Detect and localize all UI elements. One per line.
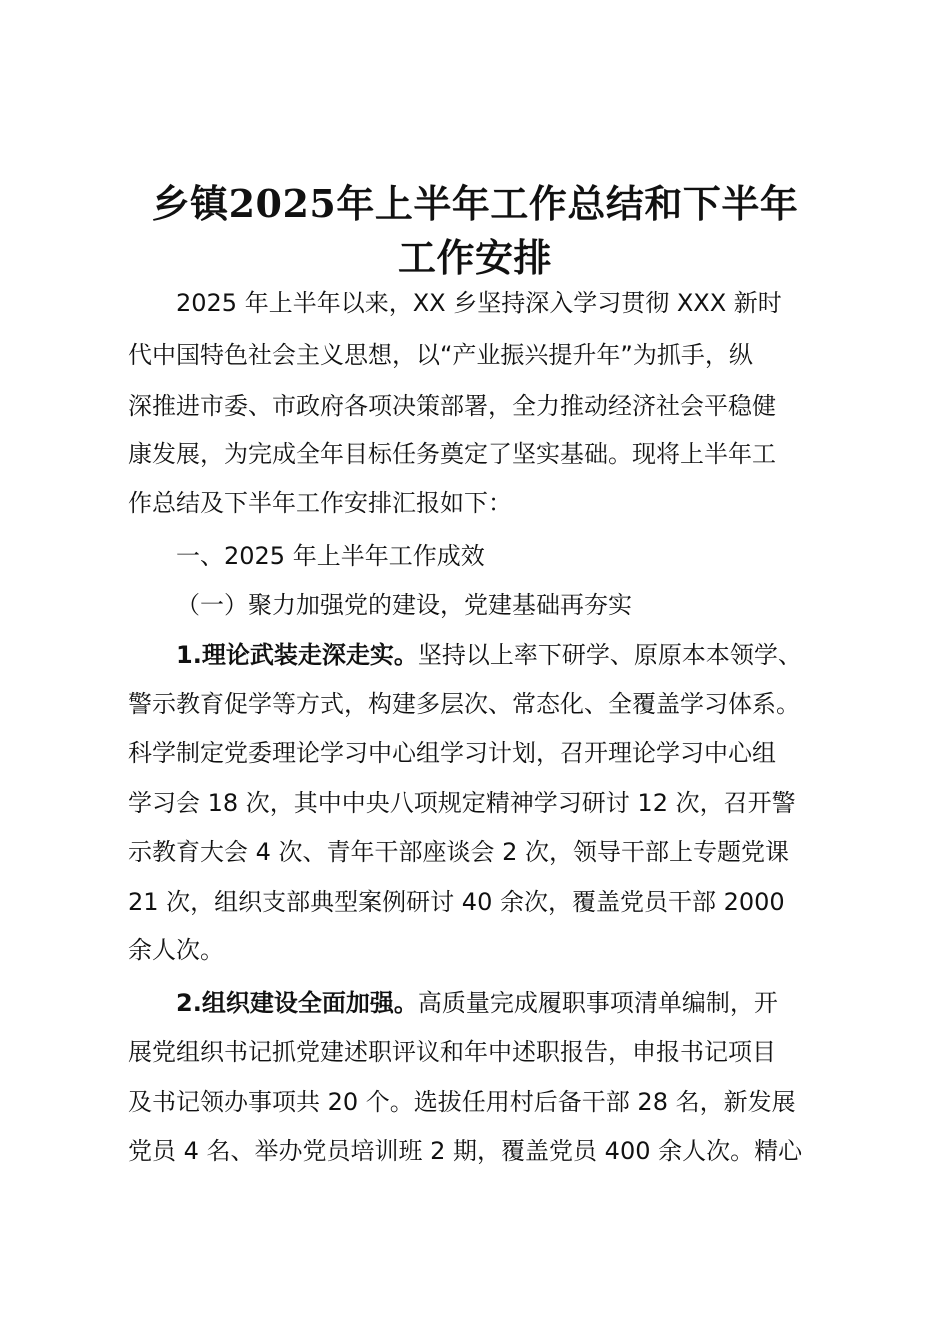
document-title-line-1: 乡镇2025年上半年工作总结和下半年 <box>151 181 799 226</box>
item1-line-2: 警示教育促学等方式，构建多层次、常态化、全覆盖学习体系。 <box>128 690 800 718</box>
intro-line-2: 代中国特色社会主义思想，以“产业振兴提升年”为抓手，纵 <box>128 341 753 369</box>
subsection-heading: （一）聚力加强党的建设，党建基础再夯实 <box>176 591 632 619</box>
item1-line-7: 余人次。 <box>128 936 224 964</box>
item2-line-3: 及书记领办事项共 20 个。选拔任用村后备干部 28 名，新发展 <box>128 1088 796 1116</box>
item2-line-2: 展党组织书记抓党建述职评议和年中述职报告，申报书记项目 <box>128 1038 776 1066</box>
item1-line-4: 学习会 18 次，其中中央八项规定精神学习研讨 12 次，召开警 <box>128 789 796 817</box>
item1-text: 坚持以上率下研学、原原本本领学、 <box>417 641 802 669</box>
item2-lead: 2.组织建设全面加强。 <box>176 989 418 1017</box>
item1-lead: 1.理论武装走深走实。 <box>176 641 418 669</box>
item1-line-6: 21 次，组织支部典型案例研讨 40 余次，覆盖党员干部 2000 <box>128 888 785 916</box>
item1-line-1 <box>176 637 868 673</box>
item1-line-3: 科学制定党委理论学习中心组学习计划，召开理论学习中心组 <box>128 739 776 767</box>
section-heading: 一、2025 年上半年工作成效 <box>176 542 485 570</box>
intro-line-4: 康发展，为完成全年目标任务奠定了坚实基础。现将上半年工 <box>128 440 776 468</box>
intro-line-1: 2025 年上半年以来，XX 乡坚持深入学习贯彻 XXX 新时 <box>176 289 782 317</box>
item2-line-4: 党员 4 名、举办党员培训班 2 期，覆盖党员 400 余人次。精心 <box>128 1137 803 1165</box>
intro-line-5: 作总结及下半年工作安排汇报如下： <box>128 489 512 517</box>
document-title-line-2: 工作安排 <box>397 235 552 280</box>
intro-line-3: 深推进市委、市政府各项决策部署，全力推动经济社会平稳健 <box>128 392 776 420</box>
item2-text: 高质量完成履职事项清单编制，开 <box>417 989 778 1017</box>
item2-line-1 <box>176 985 868 1021</box>
item1-line-5: 示教育大会 4 次、青年干部座谈会 2 次，领导干部上专题党课 <box>128 838 790 866</box>
